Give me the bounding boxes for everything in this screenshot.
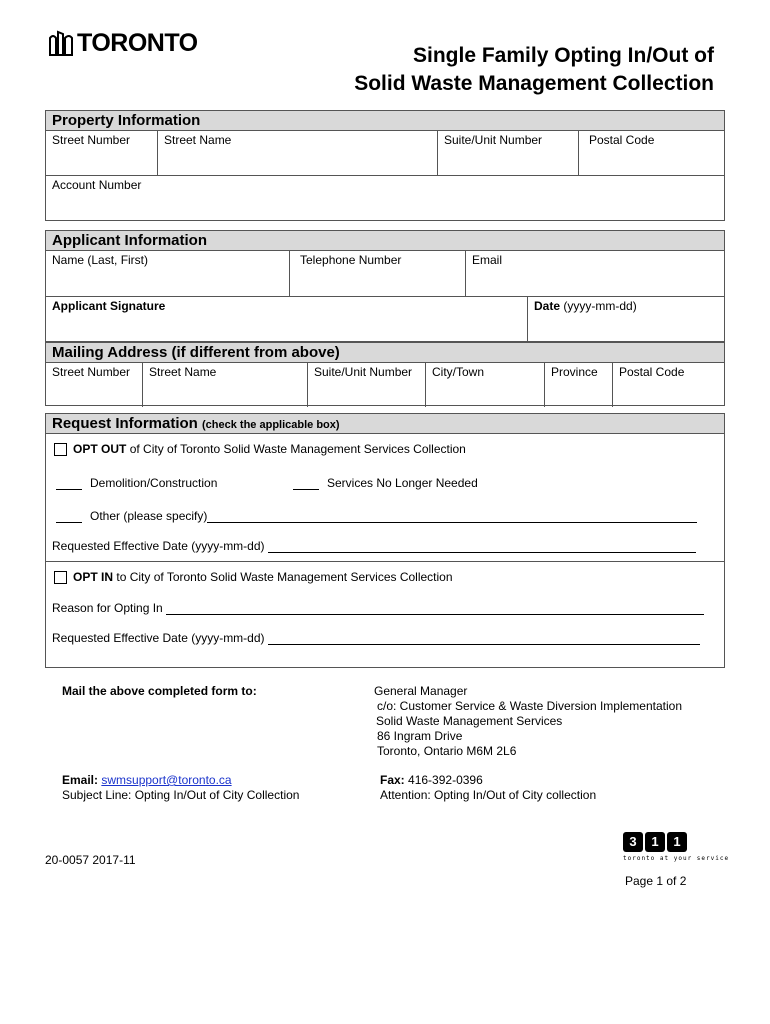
date-format: (yyyy-mm-dd) [563,299,637,313]
other-label: Other (please specify) [90,509,208,523]
signature-field[interactable] [46,297,527,343]
address-line-4: 86 Ingram Drive [377,729,463,743]
badge-311 [623,832,729,862]
subject-line: Subject Line: Opting In/Out of City Collection [62,788,300,802]
mail-address [374,684,682,759]
email-label: Email [472,253,503,267]
no-longer-needed-label: Services No Longer Needed [327,476,478,490]
property-heading: Property Information [46,111,724,131]
badge-tagline: toronto at your service [623,855,730,862]
mailing-street-name-label: Street Name [149,365,217,379]
street-number-label: Street Number [52,133,131,147]
property-row-1 [46,131,724,176]
applicant-section [45,230,725,342]
mailing-heading: Mailing Address (if different from above) [46,343,724,363]
title-line-1: Single Family Opting In/Out of [413,44,714,67]
request-heading-text: Request Information [52,415,198,432]
logo-text: TORONTO [77,29,198,57]
fax-label: Fax: [380,773,405,787]
opt-in-block [46,562,724,668]
telephone-label: Telephone Number [300,253,402,267]
fax-number: 416-392-0396 [408,773,483,787]
no-longer-needed-blank[interactable] [293,479,319,490]
address-line-5: Toronto, Ontario M6M 2L6 [377,744,517,758]
form-number: 20-0057 2017-11 [45,853,136,867]
city-label: City/Town [432,365,485,379]
email-block [62,773,299,803]
opt-out-checkbox[interactable] [54,443,67,456]
opt-out-date-fill[interactable] [268,541,696,553]
other-line [56,509,697,523]
applicant-row-1 [46,251,724,297]
telephone-field[interactable] [289,251,465,296]
opt-out-date-line [52,539,696,553]
other-specify-line[interactable] [207,511,697,523]
opt-in-date-line [52,631,700,645]
opt-in-line [54,570,453,584]
province-field[interactable] [544,363,612,407]
city-field[interactable] [425,363,544,407]
reason-fill[interactable] [166,603,704,615]
signature-label: Applicant Signature [52,299,166,313]
postal-code-field[interactable] [578,131,724,175]
other-blank[interactable] [56,512,82,523]
mailing-street-number-field[interactable] [46,363,142,407]
request-heading [46,414,724,434]
page-number: Page 1 of 2 [625,874,687,888]
date-field[interactable] [527,297,724,343]
attention-line: Attention: Opting In/Out of City collection [380,788,597,802]
applicant-row-2 [46,297,724,343]
postal-code-label: Postal Code [589,133,655,147]
suite-unit-label: Suite/Unit Number [444,133,543,147]
date-label: Date [534,299,561,313]
opt-in-text: to City of Toronto Solid Waste Management Services Collection [116,570,453,584]
account-number-label: Account Number [52,178,142,192]
account-number-field[interactable] [46,176,724,221]
address-line-2: c/o: Customer Service & Waste Diversion Implementation [377,699,682,713]
applicant-heading: Applicant Information [46,231,724,251]
title-line-2: Solid Waste Management Collection [354,72,714,95]
opt-in-checkbox[interactable] [54,571,67,584]
fax-block [380,773,596,803]
opt-out-text: of City of Toronto Solid Waste Management Services Collection [129,442,466,456]
request-heading-note: (check the applicable box) [202,419,340,431]
badge-digit: 1 [645,832,665,852]
property-row-2 [46,176,724,221]
mailing-street-number-label: Street Number [52,365,131,379]
opt-in-date-fill[interactable] [268,633,700,645]
street-name-label: Street Name [164,133,232,147]
email-contact-label: Email: [62,773,99,787]
mailing-suite-unit-label: Suite/Unit Number [314,365,413,379]
form-title [354,42,714,98]
badge-digit: 3 [623,832,643,852]
mailing-row [46,363,724,407]
mailing-postal-code-label: Postal Code [619,365,685,379]
demolition-blank[interactable] [56,479,82,490]
mailing-suite-unit-field[interactable] [307,363,425,407]
no-longer-needed-line [293,476,478,490]
toronto-logo [48,30,198,56]
badge-digit: 1 [667,832,687,852]
address-line-3: Solid Waste Management Services [376,714,563,728]
email-field[interactable] [465,251,724,296]
reason-label: Reason for Opting In [52,601,163,615]
street-number-field[interactable] [46,131,157,175]
request-section [45,413,725,668]
name-label: Name (Last, First) [52,253,149,267]
reason-line [52,601,704,615]
name-field[interactable] [46,251,289,296]
suite-unit-field[interactable] [437,131,578,175]
address-line-1: General Manager [374,684,468,698]
opt-out-date-label: Requested Effective Date (yyyy-mm-dd) [52,539,265,553]
opt-out-label: OPT OUT [73,442,127,456]
mailing-street-name-field[interactable] [142,363,307,407]
opt-out-line [54,442,466,456]
badge-digits [623,832,729,852]
mail-to-label: Mail the above completed form to: [62,684,257,698]
opt-out-block [46,434,724,562]
city-hall-icon [48,30,74,56]
demolition-line [56,476,217,490]
province-label: Province [551,365,598,379]
demolition-label: Demolition/Construction [90,476,218,490]
street-name-field[interactable] [157,131,480,175]
mailing-postal-code-field[interactable] [612,363,724,407]
mailing-section [45,342,725,406]
opt-in-date-label: Requested Effective Date (yyyy-mm-dd) [52,631,265,645]
opt-in-label: OPT IN [73,570,114,584]
property-section [45,110,725,221]
email-link[interactable]: swmsupport@toronto.ca [101,773,232,787]
